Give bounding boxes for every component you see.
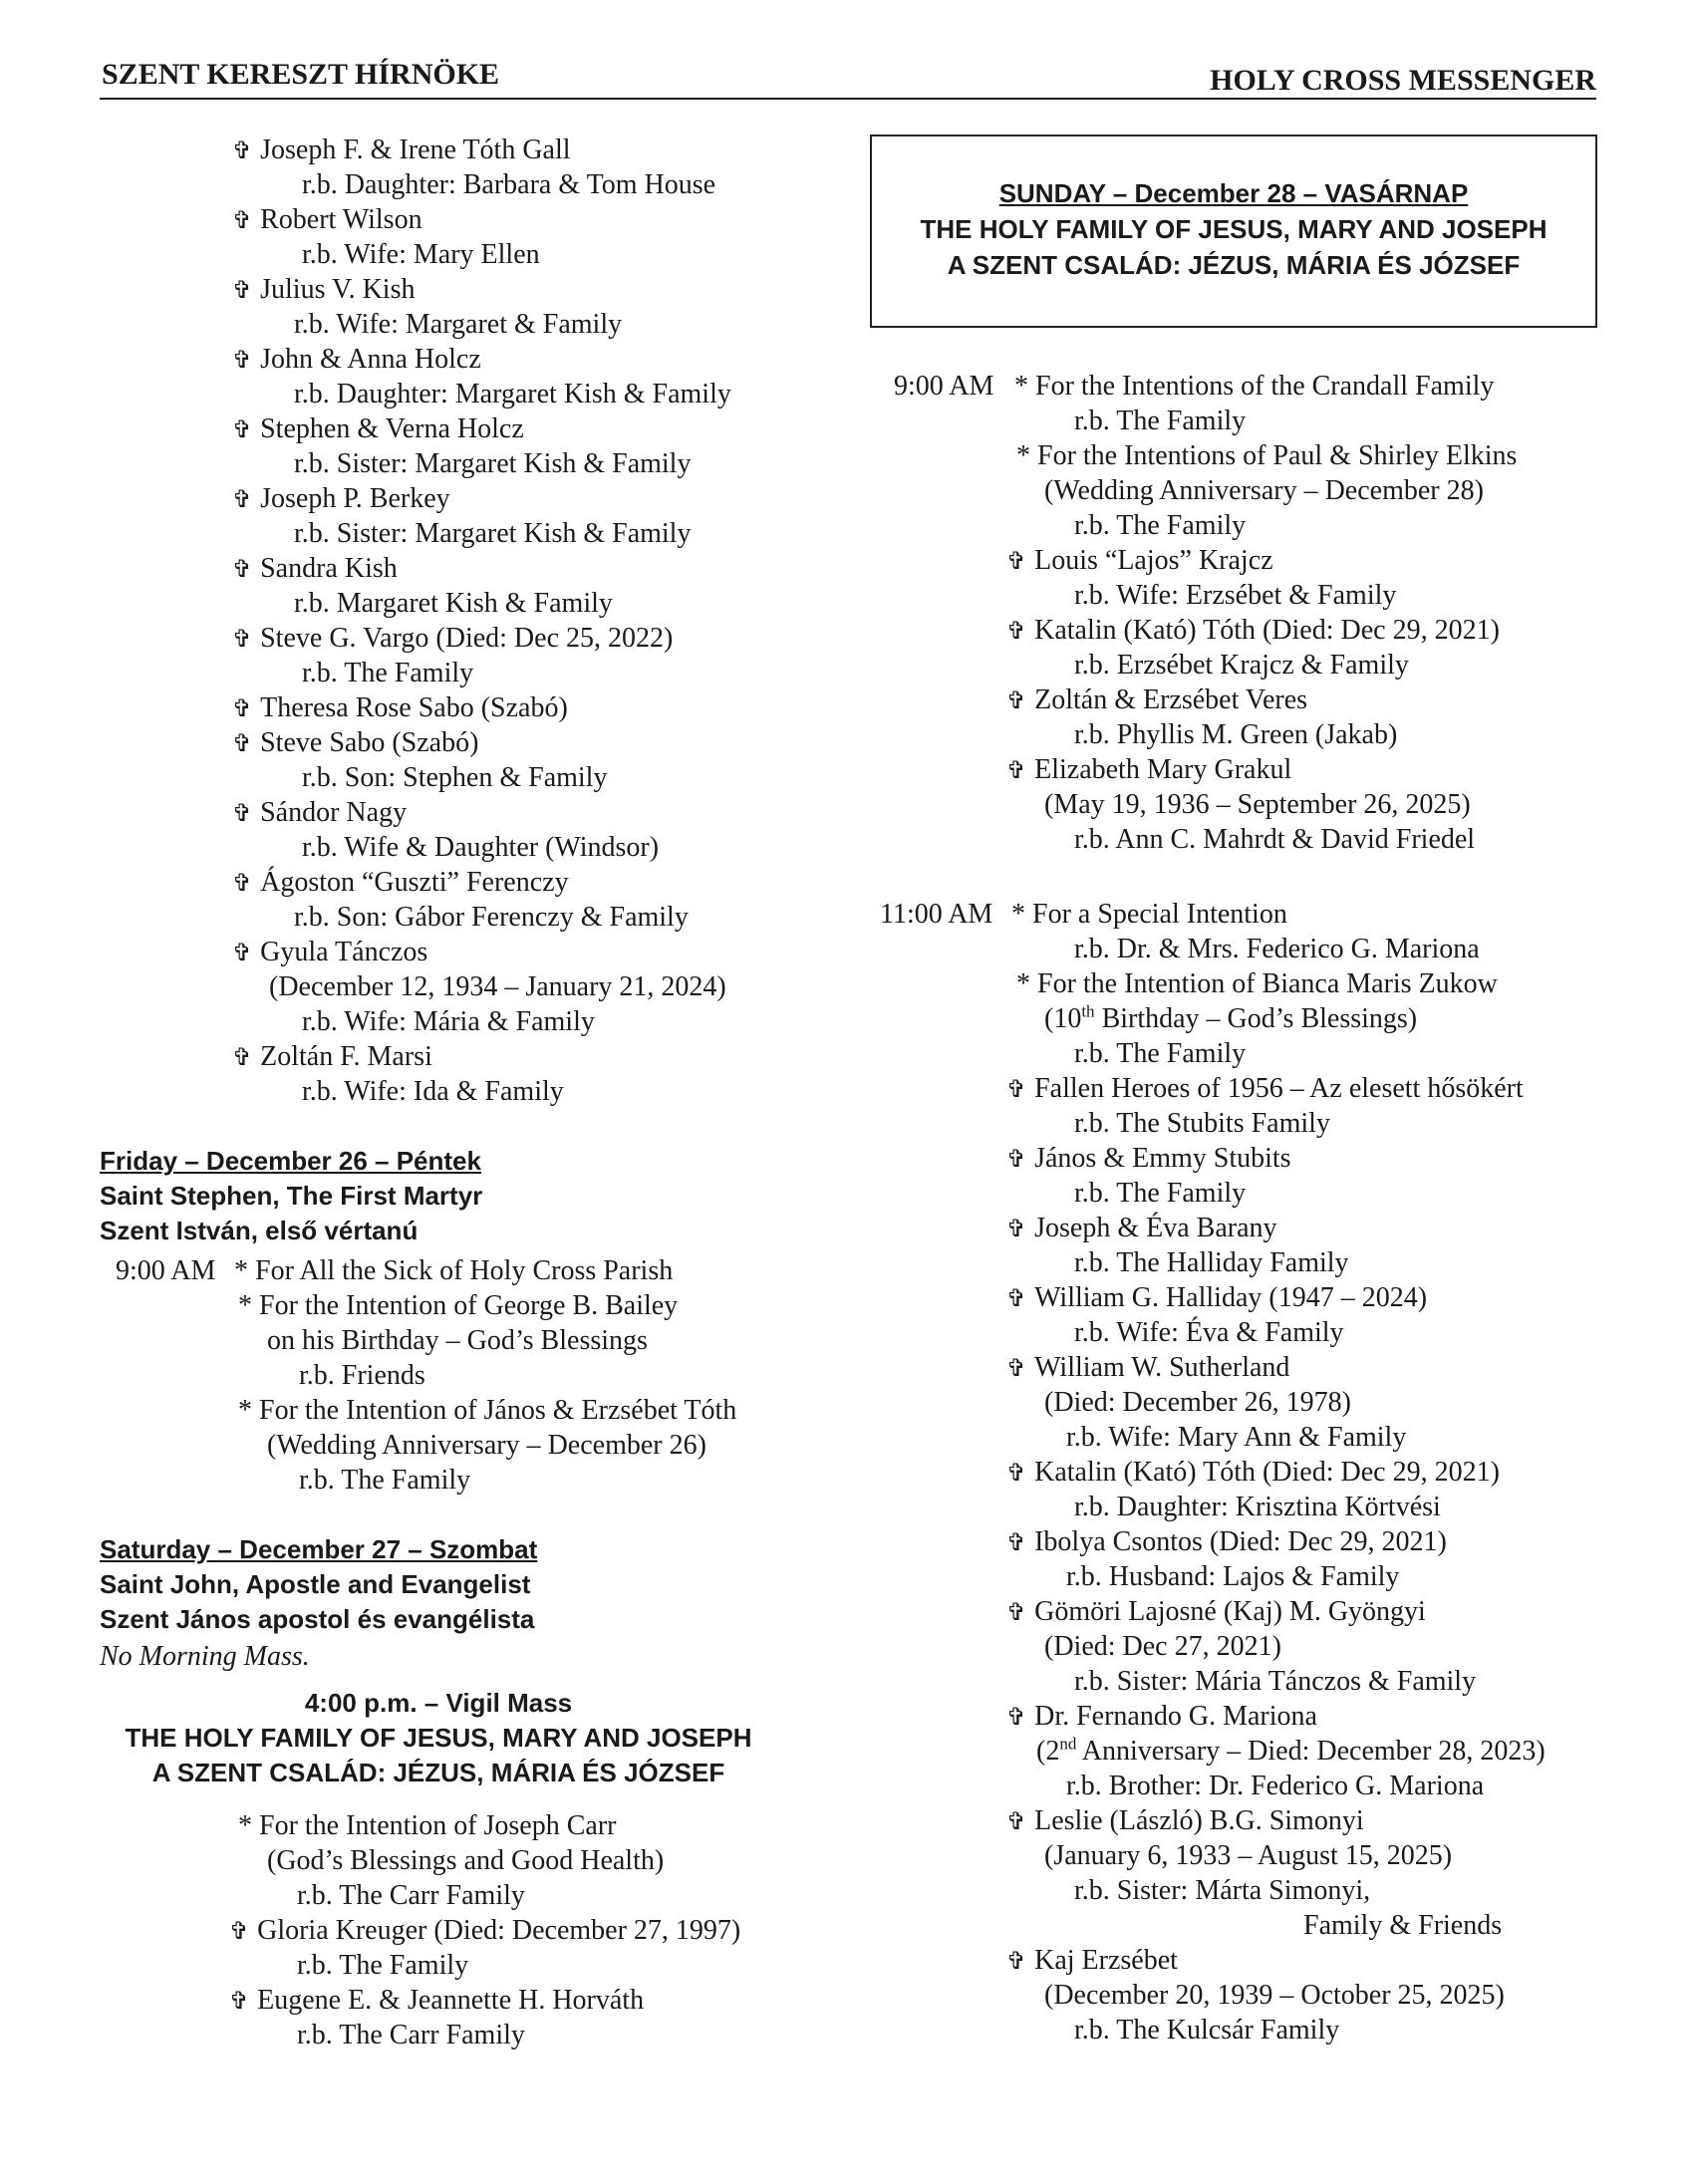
list-item: ✞ Katalin (Kató) Tóth (Died: Dec 29, 2021) [1006, 1455, 1500, 1490]
list-item-rb: r.b. Wife: Mária & Family [302, 1006, 595, 1037]
latin-cross-icon: ✞ [1006, 1947, 1027, 1975]
vigil-feast-en: THE HOLY FAMILY OF JESUS, MARY AND JOSEPH [125, 1723, 752, 1753]
sunday-heading-box [870, 135, 1597, 328]
list-item: ✞ Eugene E. & Jeannette H. Horváth [229, 1983, 644, 2018]
latin-cross-icon: ✞ [1006, 756, 1027, 784]
vigil-mass-title: 4:00 p.m. – Vigil Mass [304, 1688, 573, 1718]
vigil-rb: r.b. The Carr Family [297, 1880, 525, 1911]
sunday-rb: r.b. Wife: Éva & Family [1074, 1317, 1344, 1348]
list-item: ✞ Zoltán & Erzsébet Veres [1006, 682, 1307, 717]
sunday-rb: r.b. Phyllis M. Green (Jakab) [1074, 719, 1398, 750]
sunday-rb: r.b. Wife: Mary Ann & Family [1066, 1422, 1407, 1453]
list-item: ✞ Steve Sabo (Szabó) [232, 725, 478, 760]
sunday-rb-continued: Family & Friends [1303, 1910, 1503, 1941]
friday-rb: r.b. The Family [299, 1465, 471, 1496]
latin-cross-icon: ✞ [1006, 1215, 1027, 1242]
latin-cross-icon: ✞ [232, 206, 253, 234]
latin-cross-icon: ✞ [232, 729, 253, 757]
latin-cross-icon: ✞ [232, 869, 253, 897]
list-item: ✞ Joseph P. Berkey [232, 481, 450, 516]
latin-cross-icon: ✞ [1006, 547, 1027, 575]
list-item: ✞ Ibolya Csontos (Died: Dec 29, 2021) [1006, 1524, 1447, 1559]
vigil-rb: r.b. The Carr Family [297, 2020, 525, 2050]
header-english-title: HOLY CROSS MESSENGER [1210, 64, 1596, 97]
latin-cross-icon: ✞ [232, 276, 253, 304]
latin-cross-icon: ✞ [1006, 1075, 1027, 1103]
latin-cross-icon: ✞ [232, 346, 253, 374]
list-item: ✞ William W. Sutherland [1006, 1350, 1289, 1385]
list-item: ✞ Gyula Tánczos [232, 935, 427, 969]
friday-heading: Friday – December 26 – Péntek [100, 1146, 481, 1176]
saturday-feast-hu: Szent János apostol és evangélista [100, 1604, 535, 1634]
list-item: ✞ Leslie (László) B.G. Simonyi [1006, 1803, 1364, 1838]
sunday-dates: (2nd Anniversary – Died: December 28, 2023) [1036, 1734, 1546, 1767]
latin-cross-icon: ✞ [1006, 1145, 1027, 1173]
friday-rb: r.b. Friends [299, 1360, 425, 1391]
latin-cross-icon: ✞ [232, 799, 253, 827]
sunday-dates: (May 19, 1936 – September 26, 2025) [1044, 789, 1471, 820]
sunday-rb: r.b. The Family [1074, 1178, 1247, 1209]
list-item: ✞ Fallen Heroes of 1956 – Az elesett hősökért [1006, 1071, 1524, 1106]
list-item: ✞ William G. Halliday (1947 – 2024) [1006, 1280, 1427, 1315]
list-item: ✞ Joseph & Éva Barany [1006, 1211, 1277, 1245]
list-item-rb: r.b. Sister: Margaret Kish & Family [294, 518, 692, 549]
list-item-rb: r.b. The Family [302, 658, 474, 688]
list-item: ✞ Sándor Nagy [232, 795, 407, 830]
list-item: ✞ Gömöri Lajosné (Kaj) M. Gyöngyi [1006, 1594, 1426, 1629]
latin-cross-icon: ✞ [232, 415, 253, 443]
list-item: ✞ Katalin (Kató) Tóth (Died: Dec 29, 2021) [1006, 613, 1500, 648]
sunday-feast-en: THE HOLY FAMILY OF JESUS, MARY AND JOSEPH [920, 214, 1547, 244]
vigil-intention: * For the Intention of Joseph Carr [238, 1810, 617, 1841]
list-item: ✞ Dr. Fernando G. Mariona [1006, 1699, 1317, 1734]
list-item-rb: r.b. Son: Stephen & Family [302, 762, 608, 793]
latin-cross-icon: ✞ [1006, 1598, 1027, 1626]
sunday-rb: r.b. Sister: Mária Tánczos & Family [1074, 1666, 1477, 1697]
latin-cross-icon: ✞ [229, 1917, 250, 1945]
sunday-rb: r.b. Sister: Márta Simonyi, [1074, 1875, 1371, 1906]
list-item: ✞ Julius V. Kish [232, 272, 415, 307]
saturday-note: No Morning Mass. [100, 1641, 310, 1672]
sunday-heading: SUNDAY – December 28 – VASÁRNAP [998, 178, 1469, 208]
sunday-intention: * For a Special Intention [1011, 899, 1287, 930]
latin-cross-icon: ✞ [232, 694, 253, 722]
list-item-rb: r.b. Son: Gábor Ferenczy & Family [294, 902, 689, 933]
list-item: ✞ Louis “Lajos” Krajcz [1006, 543, 1273, 578]
list-item: ✞ Ágoston “Guszti” Ferenczy [232, 865, 569, 900]
list-item: ✞ János & Emmy Stubits [1006, 1141, 1291, 1176]
latin-cross-icon: ✞ [1006, 617, 1027, 645]
latin-cross-icon: ✞ [232, 485, 253, 513]
list-item-rb: r.b. Wife: Margaret & Family [294, 309, 623, 340]
latin-cross-icon: ✞ [232, 1043, 253, 1071]
list-item-rb: r.b. Margaret Kish & Family [294, 588, 613, 619]
latin-cross-icon: ✞ [229, 1987, 250, 2015]
sunday-11am-time: 11:00 AM [880, 899, 993, 930]
friday-feast-hu: Szent István, első vértanú [100, 1216, 419, 1245]
header-hungarian-title: SZENT KERESZT HÍRNÖKE [102, 58, 500, 91]
sunday-dates: (Died: Dec 27, 2021) [1044, 1631, 1281, 1662]
friday-intention: * For All the Sick of Holy Cross Parish [234, 1255, 674, 1286]
sunday-rb: r.b. Daughter: Krisztina Körtvési [1074, 1492, 1441, 1522]
list-item-rb: r.b. Daughter: Margaret Kish & Family [294, 379, 731, 410]
saturday-feast-en: Saint John, Apostle and Evangelist [100, 1569, 531, 1599]
sunday-dates: (January 6, 1933 – August 15, 2025) [1044, 1840, 1453, 1871]
list-item: ✞ Sandra Kish [232, 551, 398, 586]
sunday-rb: r.b. Brother: Dr. Federico G. Mariona [1066, 1771, 1485, 1801]
sunday-rb: r.b. The Kulcsár Family [1074, 2015, 1340, 2046]
sunday-feast-hu: A SZENT CSALÁD: JÉZUS, MÁRIA ÉS JÓZSEF [947, 250, 1521, 280]
sunday-rb: r.b. The Family [1074, 406, 1247, 436]
friday-intention-detail: (Wedding Anniversary – December 26) [267, 1430, 706, 1461]
latin-cross-icon: ✞ [1006, 1459, 1027, 1487]
vigil-feast-hu: A SZENT CSALÁD: JÉZUS, MÁRIA ÉS JÓZSEF [151, 1758, 725, 1787]
list-item: ✞ Steve G. Vargo (Died: Dec 25, 2022) [232, 621, 673, 656]
latin-cross-icon: ✞ [232, 555, 253, 583]
sunday-rb: r.b. Dr. & Mrs. Federico G. Mariona [1074, 934, 1480, 964]
latin-cross-icon: ✞ [232, 625, 253, 653]
latin-cross-icon: ✞ [1006, 686, 1027, 714]
sunday-rb: r.b. Wife: Erzsébet & Family [1074, 580, 1397, 611]
sunday-rb: r.b. Husband: Lajos & Family [1066, 1561, 1400, 1592]
latin-cross-icon: ✞ [232, 939, 253, 966]
vigil-intention-detail: (God’s Blessings and Good Health) [267, 1845, 665, 1876]
list-item-rb: r.b. Wife: Ida & Family [302, 1076, 564, 1107]
latin-cross-icon: ✞ [1006, 1703, 1027, 1731]
latin-cross-icon: ✞ [232, 136, 253, 164]
list-item: ✞ Joseph F. & Irene Tóth Gall [232, 133, 571, 167]
sunday-intention: * For the Intention of Bianca Maris Zukow [1016, 968, 1498, 999]
sunday-rb: r.b. Ann C. Mahrdt & David Friedel [1074, 824, 1476, 855]
list-item: ✞ Gloria Kreuger (Died: December 27, 1997) [229, 1913, 740, 1948]
friday-intention: * For the Intention of George B. Bailey [238, 1290, 679, 1321]
list-item-rb: r.b. Daughter: Barbara & Tom House [302, 169, 716, 200]
sunday-intention-detail: (10th Birthday – God’s Blessings) [1044, 1001, 1418, 1034]
list-item-rb: r.b. Wife: Mary Ellen [302, 239, 540, 270]
sunday-rb: r.b. The Stubits Family [1074, 1108, 1330, 1139]
list-item: ✞ Theresa Rose Sabo (Szabó) [232, 690, 568, 725]
friday-feast-en: Saint Stephen, The First Martyr [100, 1181, 483, 1211]
friday-mass-time: 9:00 AM [116, 1255, 216, 1286]
latin-cross-icon: ✞ [1006, 1807, 1027, 1835]
page-header [100, 58, 1596, 100]
sunday-rb: r.b. Erzsébet Krajcz & Family [1074, 650, 1409, 681]
sunday-9am-time: 9:00 AM [894, 371, 994, 402]
list-item: ✞ John & Anna Holcz [232, 342, 481, 377]
list-item: ✞ Stephen & Verna Holcz [232, 411, 524, 446]
list-item-rb: r.b. Sister: Margaret Kish & Family [294, 448, 692, 479]
vigil-rb: r.b. The Family [297, 1950, 469, 1981]
list-item: ✞ Zoltán F. Marsi [232, 1039, 432, 1074]
sunday-dates: (December 20, 1939 – October 25, 2025) [1044, 1980, 1505, 2011]
saturday-heading: Saturday – December 27 – Szombat [100, 1534, 538, 1564]
list-item: ✞ Robert Wilson [232, 202, 422, 237]
sunday-rb: r.b. The Halliday Family [1074, 1247, 1349, 1278]
sunday-rb: r.b. The Family [1074, 1038, 1247, 1069]
sunday-dates: (Died: December 26, 1978) [1044, 1387, 1351, 1418]
friday-intention-detail: on his Birthday – God’s Blessings [267, 1325, 648, 1356]
sunday-intention: * For the Intentions of Paul & Shirley Elkins [1016, 440, 1518, 471]
sunday-rb: r.b. The Family [1074, 510, 1247, 541]
latin-cross-icon: ✞ [1006, 1284, 1027, 1312]
list-item-rb: r.b. Wife & Daughter (Windsor) [302, 832, 660, 863]
sunday-intention-detail: (Wedding Anniversary – December 28) [1044, 475, 1484, 506]
sunday-intention: * For the Intentions of the Crandall Family [1014, 371, 1495, 402]
latin-cross-icon: ✞ [1006, 1354, 1027, 1382]
list-item-dates: (December 12, 1934 – January 21, 2024) [269, 971, 726, 1002]
friday-intention: * For the Intention of János & Erzsébet Tóth [238, 1395, 737, 1426]
latin-cross-icon: ✞ [1006, 1528, 1027, 1556]
list-item: ✞ Elizabeth Mary Grakul [1006, 752, 1291, 787]
list-item: ✞ Kaj Erzsébet [1006, 1943, 1178, 1978]
